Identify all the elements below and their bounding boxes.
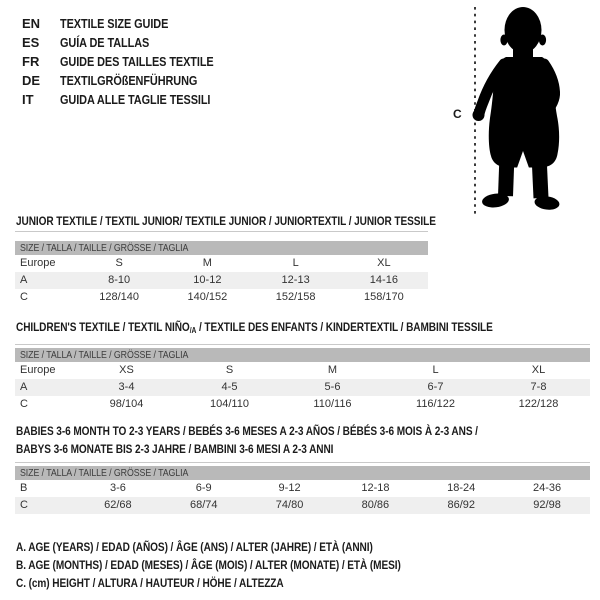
junior-size-table [15, 231, 428, 306]
cell: 140/152 [187, 291, 228, 303]
children-title-text [16, 318, 493, 340]
row-label: C [20, 291, 28, 303]
cell: 104/110 [210, 398, 249, 410]
cell: XL [531, 364, 546, 376]
children-size-table [15, 344, 590, 413]
table-header-bar [15, 348, 590, 362]
cell: M [202, 257, 212, 269]
cell: 24-36 [532, 482, 562, 494]
children-title-pre: CHILDREN'S TEXTILE / TEXTIL NIÑO [16, 320, 190, 334]
size-header-label: SIZE / TALLA / TAILLE / GRÖSSE / TAGLIA [20, 242, 189, 254]
cell: L [432, 364, 439, 376]
babies-size-table [15, 462, 590, 514]
cell: S [225, 364, 234, 376]
cell: 80/86 [361, 499, 390, 511]
row-label: C [20, 499, 28, 511]
language-code: IT [22, 92, 34, 107]
table-row [15, 289, 428, 306]
language-list [22, 14, 243, 109]
table-row [15, 272, 428, 289]
table-top-rule [15, 344, 590, 345]
language-code: EN [22, 16, 41, 31]
footnote-a [16, 538, 474, 556]
row-label: A [20, 274, 28, 286]
language-row-es [22, 33, 243, 52]
language-row-en [22, 14, 243, 33]
cell: 4-5 [221, 381, 238, 393]
row-label: Europe [20, 257, 56, 269]
row-label: B [20, 482, 28, 494]
row-label: C [20, 398, 28, 410]
cell: 116/122 [416, 398, 455, 410]
junior-section-title [16, 212, 516, 230]
junior-title-text: JUNIOR TEXTILE / TEXTIL JUNIOR/ TEXTILE JUNIOR / JUNIORTEXTIL / JUNIOR TESSILE [16, 214, 436, 228]
footnotes [16, 538, 474, 592]
cell: 18-24 [447, 482, 476, 494]
language-title: TEXTILE SIZE GUIDE [60, 16, 169, 31]
footnote-c-text: C. (cm) HEIGHT / ALTURA / HAUTEUR / HÖHE / ALTEZZA [16, 576, 284, 590]
babies-section-title [16, 422, 566, 458]
language-code: DE [22, 73, 41, 88]
baby-height-figure [453, 0, 592, 228]
row-label: A [20, 381, 28, 393]
children-title-post: / TEXTILE DES ENFANTS / KINDERTEXTIL / BAMBINI TESSILE [196, 320, 493, 334]
cell: 158/170 [363, 291, 404, 303]
language-title: TEXTILGRÖßENFÜHRUNG [60, 73, 198, 88]
children-title-sub: /A [189, 326, 197, 335]
footnote-a-text: A. AGE (YEARS) / EDAD (AÑOS) / ÂGE (ANS) / ALTER (JAHRE) / ETÀ (ANNI) [16, 540, 373, 554]
cell: 6-9 [195, 482, 212, 494]
baby-silhouette-icon [462, 0, 592, 228]
table-top-rule [15, 462, 590, 463]
cell: 3-4 [118, 381, 135, 393]
cell: 12-18 [361, 482, 390, 494]
cell: 12-13 [281, 274, 310, 286]
children-section-title [16, 318, 584, 340]
cell: 5-6 [324, 381, 341, 393]
cell: 98/104 [109, 398, 144, 410]
size-header-label: SIZE / TALLA / TAILLE / GRÖSSE / TAGLIA [20, 467, 189, 479]
cell: XL [377, 257, 391, 269]
table-row [15, 480, 590, 497]
footnote-c [16, 574, 474, 592]
language-row-fr [22, 52, 243, 71]
babies-title-line1: BABIES 3-6 MONTH TO 2-3 YEARS / BEBÉS 3-6 MESES A 2-3 AÑOS / BÉBÉS 3-6 MOIS À 2-3 ANS / [16, 424, 478, 438]
cell: 7-8 [530, 381, 547, 393]
table-row [15, 362, 590, 379]
language-title: GUIDE DES TAILLES TEXTILE [60, 54, 214, 69]
cell: 68/74 [189, 499, 218, 511]
cell: 122/128 [518, 398, 559, 410]
table-row [15, 396, 590, 413]
cell: XS [119, 364, 134, 376]
cell: 92/98 [533, 499, 561, 511]
cell: 74/80 [275, 499, 304, 511]
cell: M [327, 364, 338, 376]
cell: 86/92 [447, 499, 475, 511]
cell: L [292, 257, 299, 269]
language-code: ES [22, 35, 40, 50]
cell: 6-7 [427, 381, 444, 393]
footnote-b [16, 556, 474, 574]
language-code: FR [22, 54, 40, 69]
table-row [15, 255, 428, 272]
cell: 3-6 [109, 482, 126, 494]
language-title: GUIDA ALLE TAGLIE TESSILI [60, 92, 211, 107]
cell: 10-12 [193, 274, 222, 286]
cell: 128/140 [99, 291, 139, 303]
size-header-label: SIZE / TALLA / TAILLE / GRÖSSE / TAGLIA [20, 349, 189, 361]
language-row-it [22, 90, 243, 109]
cell: 14-16 [369, 274, 398, 286]
table-top-rule [15, 231, 428, 232]
table-header-bar [15, 241, 428, 255]
row-label: Europe [20, 364, 56, 376]
cell: 152/158 [275, 291, 316, 303]
language-row-de [22, 71, 243, 90]
height-measure-label: C [453, 107, 462, 121]
babies-title-line2: BABYS 3-6 MONATE BIS 2-3 JAHRE / BAMBINI 3-6 MESI A 2-3 ANNI [16, 442, 334, 456]
cell: 62/68 [104, 499, 132, 511]
language-title: GUÍA DE TALLAS [60, 35, 150, 50]
cell: 110/116 [313, 398, 352, 410]
cell: 9-12 [278, 482, 301, 494]
table-row [15, 497, 590, 514]
footnote-b-text: B. AGE (MONTHS) / EDAD (MESES) / ÂGE (MOIS) / ALTER (MONATE) / ETÀ (MESI) [16, 558, 401, 572]
table-row [15, 379, 590, 396]
cell: 8-10 [108, 274, 131, 286]
table-header-bar [15, 466, 590, 480]
cell: S [115, 257, 123, 269]
baby-silhouette-shape [473, 7, 561, 211]
